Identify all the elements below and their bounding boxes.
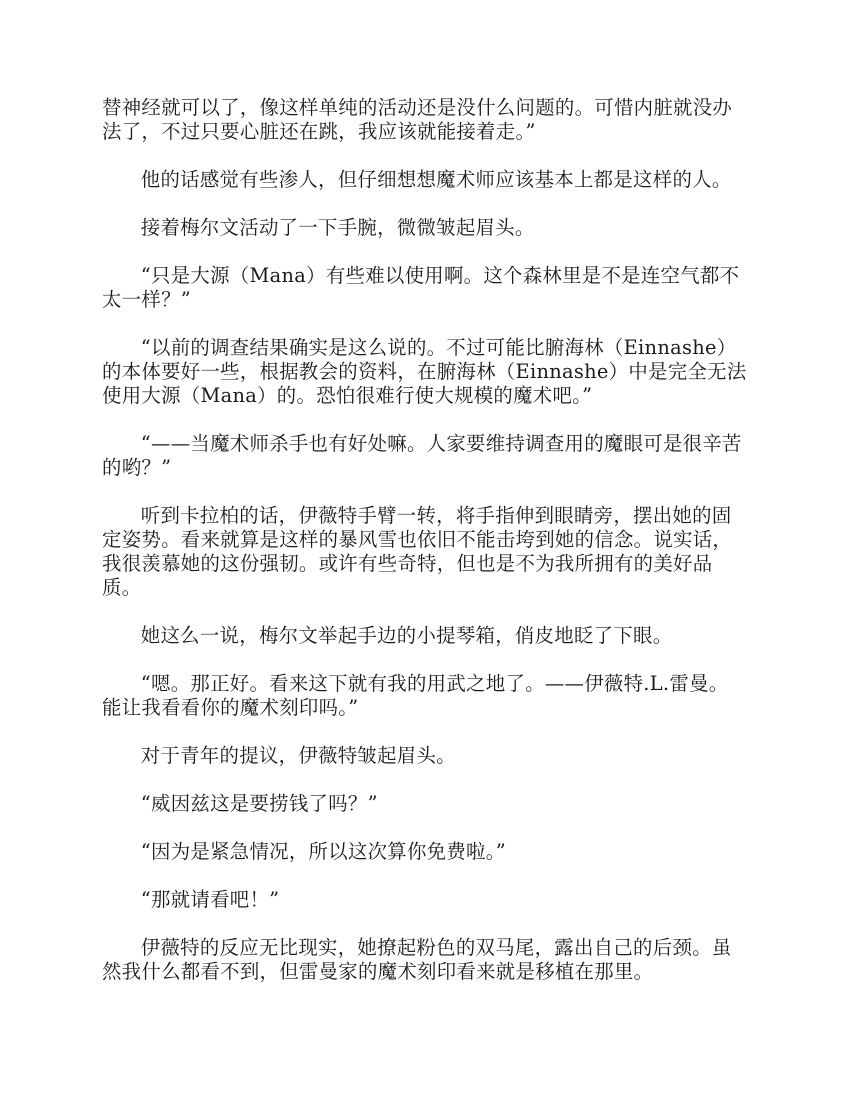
- document-page: [102, 96, 748, 1008]
- paragraph: 她这么一说，梅尔文举起手边的小提琴箱，俏皮地眨了下眼。: [140, 624, 673, 647]
- dialogue-paragraph: “威因兹这是要捞钱了吗？”: [140, 792, 378, 815]
- dialogue-paragraph: “嗯。那正好。看来这下就有我的用武之地了。——伊薇特.L.雷曼。能让我看看你的魔术刻印吗。”: [102, 672, 729, 719]
- dialogue-paragraph: “因为是紧急情况，所以这次算你免费啦。”: [140, 840, 506, 863]
- paragraph: 接着梅尔文活动了一下手腕，微微皱起眉头。: [140, 216, 535, 239]
- paragraph-continued: 替神经就可以了，像这样单纯的活动还是没什么问题的。可惜内脏就没办法了，不过只要心脏还在跳，我应该就能接着走。”: [102, 96, 733, 143]
- dialogue-paragraph: “那就请看吧！”: [140, 888, 280, 911]
- dialogue-paragraph: “只是大源（Mana）有些难以使用啊。这个森林里是不是连空气都不太一样？”: [102, 264, 740, 311]
- paragraph: 他的话感觉有些渗人，但仔细想想魔术师应该基本上都是这样的人。: [140, 168, 732, 191]
- dialogue-paragraph: “——当魔术师杀手也有好处嘛。人家要维持调查用的魔眼可是很辛苦的哟？”: [102, 432, 742, 479]
- paragraph: 伊薇特的反应无比现实，她撩起粉色的双马尾，露出自己的后颈。虽然我什么都看不到，但雷曼家的魔术刻印看来就是移植在那里。: [102, 936, 732, 983]
- paragraph: 听到卡拉柏的话，伊薇特手臂一转，将手指伸到眼睛旁，摆出她的固定姿势。看来就算是这样的暴风雪也依旧不能击垮到她的信念。说实话，我很羡慕她的这份强韧。或许有些奇特，但也是不为我所拥有的美好品质。: [102, 504, 733, 599]
- paragraph: 对于青年的提议，伊薇特皱起眉头。: [140, 744, 456, 767]
- dialogue-paragraph: “以前的调查结果确实是这么说的。不过可能比腑海林（Einnashe）的本体要好一些，根据教会的资料，在腑海林（Einnashe）中是完全无法使用大源（Mana）的。恐怕很难行使大规模的魔术吧。”: [102, 336, 747, 407]
